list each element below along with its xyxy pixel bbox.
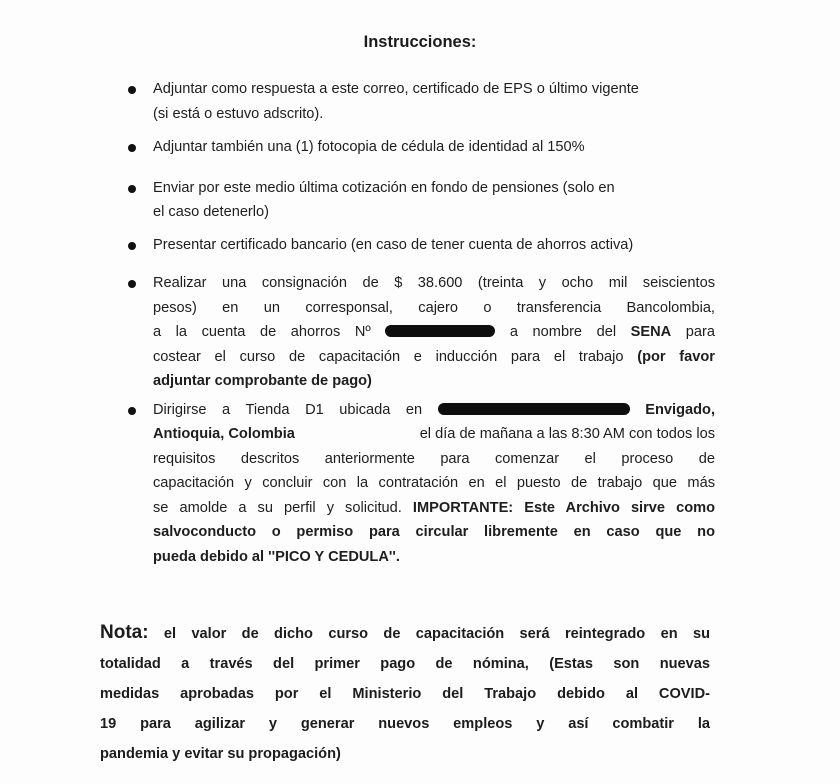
item-text-line (153, 345, 715, 370)
list-item (125, 176, 715, 225)
item-text: para (685, 324, 716, 340)
item-text: se amolde a su perfil y solicitud. (153, 499, 402, 516)
note-text: pandemia y evitar su propagación) (100, 746, 341, 762)
note-paragraph (100, 618, 710, 769)
item-text-line (153, 422, 715, 447)
item-text-bold: (por favor (637, 348, 715, 365)
item-text-bold: adjuntar comprobante de pago) (153, 373, 372, 389)
redacted-address (438, 403, 630, 415)
item-text-bold: Antioquia, Colombia (153, 426, 295, 442)
item-text-bold: pueda debido al ''PICO Y CEDULA''. (153, 548, 400, 565)
note-text: totalidad a través del primer pago de nómina, (Estas son nuevas (100, 656, 710, 672)
note-text: medidas aprobadas por el Ministerio del Trabajo debido al COVID- (100, 686, 710, 702)
item-text: Realizar una consignación de $ 38.600 (treinta y ocho mil seiscientos (153, 275, 715, 291)
item-text: a la cuenta de ahorros Nº (153, 324, 371, 340)
bullet-icon (128, 280, 136, 288)
note-label: Nota: (100, 622, 149, 643)
item-text: Adjuntar como respuesta a este correo, certificado de EPS o último vigente (153, 81, 639, 97)
item-text-line (153, 496, 715, 521)
redacted-account-number (385, 325, 495, 337)
item-text-bold: Envigado, (645, 401, 715, 418)
item-text-bold: SENA (630, 324, 672, 340)
item-text-bold: IMPORTANTE: Este Archivo sirve como (412, 499, 715, 516)
item-text: Enviar por este medio última cotización en fondo de pensiones (solo en (153, 179, 615, 196)
note-line (100, 618, 710, 649)
bullet-icon (128, 407, 136, 415)
bullet-icon (128, 242, 136, 250)
item-text: capacitación y concluir con la contratación en el puesto de trabajo que más (153, 475, 715, 491)
list-item (125, 233, 715, 258)
document-title: Instrucciones: (363, 33, 477, 51)
item-text: Dirigirse a Tienda D1 ubicada en (153, 401, 423, 418)
list-item (125, 135, 715, 160)
list-item (125, 271, 715, 394)
list-item (125, 77, 715, 126)
note-text: el valor de dicho curso de capacitación será reintegrado en su (163, 626, 710, 642)
item-text-bold: salvoconducto o permiso para circular libremente en caso que no (153, 524, 715, 540)
item-text: pesos) en un corresponsal, cajero o transferencia Bancolombia, (153, 299, 715, 316)
note-text: 19 para agilizar y generar nuevos empleos y así combatir la (100, 716, 710, 732)
item-text: Presentar certificado bancario (en caso de tener cuenta de ahorros activa) (153, 236, 634, 253)
list-item (125, 398, 715, 570)
item-text: (si está o estuvo adscrito). (153, 105, 324, 122)
bullet-icon (128, 185, 136, 193)
item-text: costear el curso de capacitación e inducción para el trabajo (153, 348, 624, 365)
item-text-line (153, 398, 715, 423)
item-text: el caso detenerlo) (153, 204, 270, 220)
item-text: a nombre del (509, 324, 617, 340)
instructions-list (125, 77, 715, 569)
item-text-line (153, 320, 715, 345)
item-text: Adjuntar también una (1) fotocopia de cédula de identidad al 150% (153, 139, 585, 155)
bullet-icon (128, 86, 136, 94)
item-text: el día de mañana a las 8:30 AM con todos los (419, 426, 715, 442)
item-text: requisitos descritos anteriormente para comenzar el proceso de (153, 450, 715, 467)
bullet-icon (128, 144, 136, 152)
